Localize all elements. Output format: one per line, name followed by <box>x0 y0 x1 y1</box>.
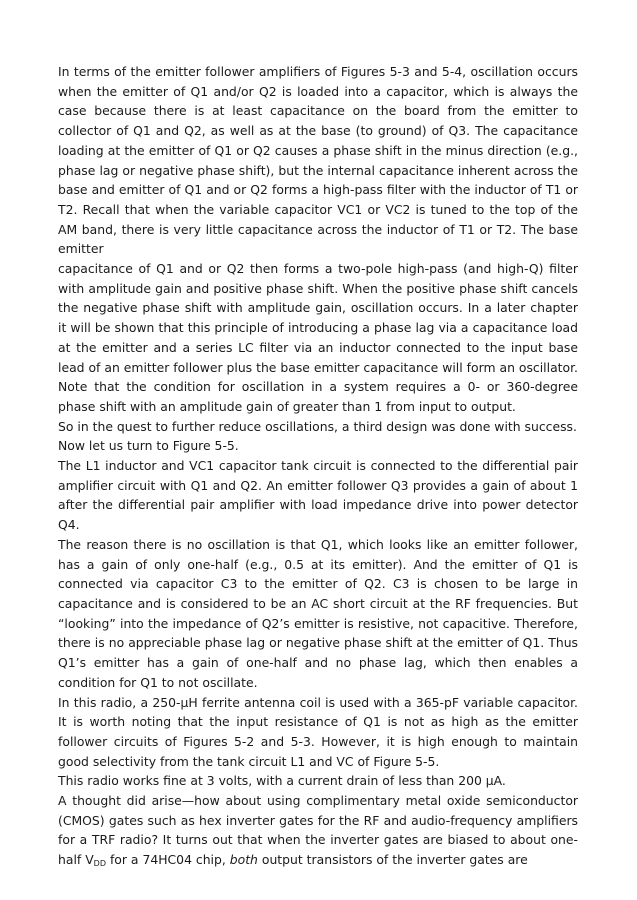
document-page <box>58 62 578 870</box>
vdd-subscript: DD <box>93 859 106 869</box>
cmos-text-pre: A thought did arise—how about using complimentary metal oxide semiconductor (CMOS) gates such as hex inverter gates for the RF and audio-frequency amplifiers for a TRF radio? It turns out that when the inverter gates are biased to about one-half V <box>58 793 578 868</box>
paragraph-third-design: So in the quest to further reduce oscillations, a third design was done with success. Now let us turn to Figure 5-5. <box>58 418 577 454</box>
paragraph-cmos-gates <box>58 791 578 870</box>
cmos-text-mid: for a 74HC04 chip, <box>106 852 230 868</box>
paragraph-emitter-follower-oscillation: In terms of the emitter follower amplifiers of Figures 5-3 and 5-4, oscillation occurs when the emitter of Q1 and/or Q2 is loaded into a capacitor, which is always the case because there is at least capacitance on the board from the emitter to collector of Q1 and Q2, as well as at the base (to ground) of Q3. The capacitance loading at the emitter of Q1 or Q2 causes a phase shift in the minus direction (e.g., phase lag or negative phase shift), but the internal capacitance inherent across the base and emitter of Q1 and or Q2 forms a high-pass filter with the inductor of T1 or T2. Recall that when the variable capacitor VC1 or VC2 is tuned to the top of the AM band, there is very little capacitance across the inductor of T1 or T2. The base emitter <box>58 64 578 257</box>
paragraph-no-oscillation-reason: The reason there is no oscillation is that Q1, which looks like an emitter follower, has a gain of only one-half (e.g., 0.5 at its emitter). And the emitter of Q1 is connected via capacitor C3 to the emitter of Q2. C3 is chosen to be large in capacitance and is considered to be an AC short circuit at the RF frequencies. But “looking” into the impedance of Q2’s emitter is resistive, not capacitive. Therefore, there is no appreciable phase lag or negative phase shift at the emitter of Q1. Thus Q1’s emitter has a gain of one-half and no phase lag, which then enables a condition for Q1 to not oscillate. <box>58 536 578 690</box>
emphasis-both: both <box>229 852 258 868</box>
paragraph-two-pole-high-pass: capacitance of Q1 and or Q2 then forms a two-pole high-pass (and high-Q) filter with amplitude gain and positive phase shift. When the positive phase shift cancels the negative phase shift with amplitude gain, oscillation occurs. In a later chapter it will be shown that this principle of introducing a phase lag via a capacitance load at the emitter and a series LC filter via an inductor connected to the input base lead of an emitter follower plus the base emitter capacitance will form an oscillator. Note that the condition for oscillation in a system requires a 0- or 360-degree phase shift with an amplitude gain of greater than 1 from input to output. <box>58 261 578 414</box>
paragraph-tank-circuit: The L1 inductor and VC1 capacitor tank circuit is connected to the differential pair amplifier circuit with Q1 and Q2. An emitter follower Q3 provides a gain of about 1 after the differential pair amplifier with load impedance drive into power detector Q4. <box>58 458 578 533</box>
paragraph-ferrite-antenna: In this radio, a 250-µH ferrite antenna coil is used with a 365-pF variable capacitor. It is worth noting that the input resistance of Q1 is not as high as the emitter follower circuits of Figures 5-2 and 5-3. However, it is high enough to maintain good selectivity from the tank circuit L1 and VC of Figure 5-5. <box>58 694 578 769</box>
cmos-text-post: output transistors of the inverter gates are <box>257 852 528 868</box>
paragraph-current-drain: This radio works fine at 3 volts, with a current drain of less than 200 µA. <box>58 773 506 789</box>
